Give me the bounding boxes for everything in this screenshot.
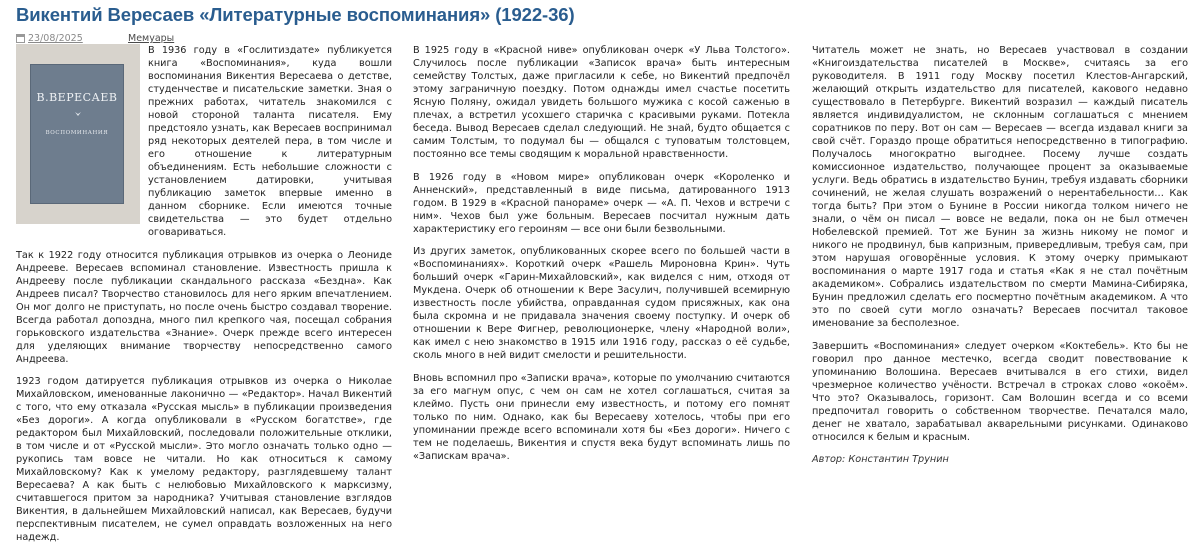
book-cover-panel: [30, 64, 124, 204]
book-cover-author: В.ВЕРЕСАЕВ: [36, 91, 118, 104]
paragraph: В 1925 году в «Красной ниве» опубликован очерк «У Льва Толстого». Случилось после публикации «Записок врача» быть интересным семейству Толстых, даже пригласили к себе, но Викентий предпочёл этому заграничную поездку. Потом однажды имел счастье посетить Ясную Поляну, ожидал увидеть большого мужика с косой саженью в плечах, а встретил усохшего старичка с красивыми руками. Потекла беседа. Вывод Вересаев сделал следующий. Не знай, будто общается с самим Толстым, то подумал бы — общался с туповатым толстовцем, постоянно все темы сводящим к моральной нравственности.: [413, 45, 790, 160]
paragraph: Из других заметок, опубликованных скорее всего по большей части в «Воспоминаниях». Короткий очерк «Рашель Мироновна Крин». Чуть больший очерк «Гарин-Михайловский», как виделся с ним, отходя от Мукдена. Очерк об отношении к Вере Засулич, получившей всемирную известность после убийства, оправданная судом присяжных, как она была скромна и не придавала значения своему поступку. И очерк об отношении к Вере Фигнер, революционерке, члену «Народной воли», как имел с нею знакомство в 1915 или 1916 году, рассказ о её судьбе, сколь много в ней видит смелости и решительности.: [413, 246, 790, 361]
book-cover-emblem-icon: [73, 109, 83, 119]
calendar-icon: [16, 34, 25, 43]
article-body: [16, 44, 1188, 543]
paragraph: В 1936 году в «Гослитиздате» публикуется книга «Воспоминания», куда вошли воспоминания Викентия Вересаева о детстве, студенчестве и писательские заметки. Зная о прежних работах, читатель знакомился с новой стороной таланта писателя. Ему предстояло узнать, как Вересаев воспринимал ряд некоторых деятелей пера, в том числе и его отношение к литературным объединениям. Есть небольшие сложности с установлением датировки, учитывая публикацию заметок впервые именно в данном сборнике. Если имеются точные свидетельства — это будет отдельно оговариваться.: [148, 45, 392, 238]
article-column-1: [16, 44, 392, 544]
paragraph: Так к 1922 году относится публикация отрывков из очерка о Леониде Андрееве. Вересаев вспоминал становление. Известность пришла к Андрееву после публикации скандального рассказа «Бездна». Как Андреев писал? Творчество становилось для него ярким впечатлением. Он мог долго не приступать, но после очень быстро создавал творение. Всегда работал допоздна, много пил крепкого чая, посещал собрания горьковского издательства «Знание». Очерк прежде всего интересен для уделяющих внимание творчеству непосредственно самого Андреева.: [16, 249, 392, 365]
paragraph: Читатель может не знать, но Вересаев участвовал в создании «Книгоиздательства писателей в Москве», считаясь за его руководителя. В 1911 году Москву посетил Клестов-Ангарский, желающий открыть издательство для писателей, какового недавно существовало в Петербурге. Викентий возразил — каждый писатель является индивидуалистом, не склонным соглашаться с мнением соратников по перу. Вот он сам — Вересаев — всегда издавал книги за свой счёт. Гораздо проще обратиться непосредственно в типографию. Получалось многократно выгоднее. Посему лучше создать комиссионное издательство, получающее процент за оказываемые услуги. Ведь обратись в издательство Бунин, требуя издавать сборники сочинений, не желая слушать возражений о нерентабельности… Как тогда быть? При этом о Бунине в России никогда толком ничего не знали, о чём он писал — вовсе не ведали, пока он не был отмечен Нобелевской премией. Тот же Бунин за жизнь никому не помог и никого не продвинул, быв капризным, привередливым, требуя сам, при этом нарушая оговорённые условия. К этому очерку примыкают воспоминания о марте 1917 года и статья «Как я не стал почётным академиком». Собрались издательством по смерти Мамина-Сибиряка, Бунин предложил сделать его посмертно почётным академиком. А что это по своей сути могло означать? Вересаев посчитал таковое именование за бесполезное.: [812, 45, 1188, 329]
article-category-link[interactable]: Мемуары: [128, 33, 175, 44]
book-cover-image: [16, 44, 140, 224]
paragraph: В 1926 году в «Новом мире» опубликован очерк «Короленко и Анненский», представленный в виде письма, датированного 1913 годом. В 1929 в «Красной панораме» очерк — «А. П. Чехов и встречи с ним». Чехов был уже больным. Вересаев посчитал нужным дать характеристику его героиням — все они были безвольными.: [413, 171, 790, 235]
article-column-3: [812, 44, 1188, 466]
article-title[interactable]: Викентий Вересаев «Литературные воспоминания» (1922-36): [16, 4, 575, 25]
author-signature: Автор: Константин Трунин: [812, 454, 949, 465]
book-cover-title: ВОСПОМИНАНИЯ: [45, 130, 109, 136]
paragraph: Вновь вспомнил про «Записки врача», которые по умолчанию считаются за его магнум опус, с чем он сам не хотел соглашаться, считая за клеймо. Пусть они принесли ему известность, и потому его помнят только по ним. Однако, как бы Вересаеву хотелось, чтобы при его упоминании прежде всего вспоминали хотя бы «Без дороги». Ничего с тем не поделаешь, Викентия и спустя века будут вспоминать лишь по «Запискам врача».: [413, 372, 790, 462]
paragraph: Завершить «Воспоминания» следует очерком «Коктебель». Кто бы не говорил про данное местечко, всегда сводит повествование к упоминанию Волошина. Вересаев вчитывался в его стихи, видел чрезмерное количество учёности. Встречал в строках слово «окоём». Что это? Оказывалось, горизонт. Сам Волошин всегда и со всеми предпочитал говорить о собственном творчестве. Печатался мало, денег не хватало, зарабатывал акварельными рисунками. Одинаково относился к белым и красным.: [812, 340, 1188, 443]
article-date-text[interactable]: 23/08/2025: [28, 33, 83, 44]
article-column-2: [413, 44, 790, 463]
paragraph: 1923 годом датируется публикация отрывков из очерка о Николае Михайловском, именованные лаконично — «Редактор». Начал Викентий с того, что ему отказала «Русская мысль» в публикации произведения «Без дороги». А когда опубликовали в «Русском богатстве», где редактором был Михайловский, последовали положительные отклики, в том числе и от «Русской мысли». Это могло означать только одно — рукопись там вовсе не читали. Но как относиться к самому Михайловскому? Как к умелому редактору, разглядевшему талант Вересаева? А как быть с нелюбовью Михайловского к марксизму, считавшегося притом за народника? Учитывая становление взглядов Викентия, в дальнейшем Михайловский написал, как Вересаев, будучи перспективным писателем, не сумел оправдать возложенных на него надежд.: [16, 376, 392, 543]
